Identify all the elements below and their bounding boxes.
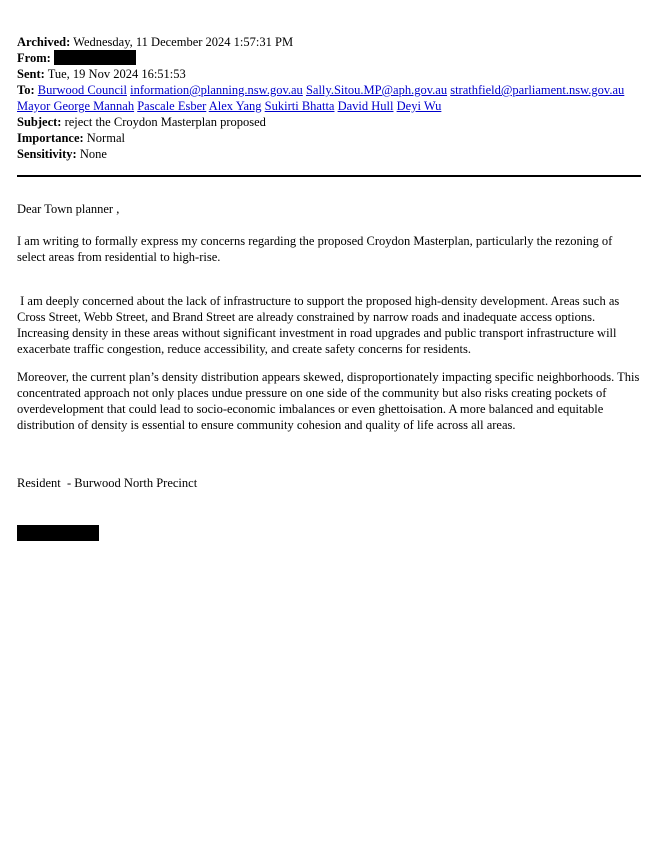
subject-label: Subject: (17, 115, 62, 129)
to-label: To: (17, 83, 35, 97)
archived-row (17, 34, 641, 50)
body-paragraph: Moreover, the current plan’s density distribution appears skewed, disproportionately impacting specific neighborhoods. This concentrated approach not only places undue pressure on one side of the community but also risks creating pockets of overdevelopment that could lead to socio-economic imbalances or even ghettoisation. A more balanced and equitable distribution of density is essential to ensure community cohesion and quality of life across all areas. (17, 370, 640, 432)
importance-row (17, 130, 641, 146)
recipient-link[interactable]: David Hull (337, 99, 394, 113)
recipient-link[interactable]: Sally.Sitou.MP@aph.gov.au (305, 83, 448, 97)
subject-row (17, 114, 641, 130)
signoff: Resident - Burwood North Precinct (17, 476, 198, 490)
greeting: Dear Town planner , (17, 202, 120, 216)
sensitivity-label: Sensitivity: (17, 147, 77, 161)
header-divider (17, 175, 641, 177)
importance-value: Normal (86, 131, 125, 145)
sent-row (17, 66, 641, 82)
archived-value: Wednesday, 11 December 2024 1:57:31 PM (73, 35, 294, 49)
redacted-sender (54, 50, 136, 65)
body-paragraph: I am writing to formally express my concerns regarding the proposed Croydon Masterplan, particularly the rezoning of select areas from residential to high-rise. (17, 234, 613, 264)
sent-value: Tue, 19 Nov 2024 16:51:53 (47, 67, 186, 81)
recipient-link[interactable]: Alex Yang (208, 99, 262, 113)
email-printout (17, 34, 641, 551)
body-paragraph: I am deeply concerned about the lack of infrastructure to support the proposed high-density development. Areas such as Cross Street, Webb Street, and Brand Street are already constrained by narrow roads and inadequate access options. Increasing density in these areas without significant investment in road upgrades and public transport infrastructure will exacerbate traffic congestion, reduce accessibility, and create safety concerns for residents. (17, 294, 623, 356)
recipient-link[interactable]: Mayor George Mannah (17, 99, 135, 113)
to-row (17, 82, 641, 114)
recipient-link[interactable]: Pascale Esber (137, 99, 207, 113)
importance-label: Importance: (17, 131, 84, 145)
recipient-link[interactable]: Deyi Wu (396, 99, 442, 113)
subject-value: reject the Croydon Masterplan proposed (64, 115, 266, 129)
archived-label: Archived: (17, 35, 71, 49)
from-row (17, 50, 641, 66)
recipient-link[interactable]: information@planning.nsw.gov.au (130, 83, 303, 97)
sensitivity-value: None (79, 147, 107, 161)
sent-label: Sent: (17, 67, 45, 81)
recipient-link[interactable]: Sukirti Bhatta (264, 99, 335, 113)
recipient-link[interactable]: Burwood Council (37, 83, 127, 97)
signature-block (17, 491, 641, 551)
recipient-link[interactable]: strathfield@parliament.nsw.gov.au (450, 83, 625, 97)
redacted-signature (17, 525, 99, 541)
from-label: From: (17, 51, 51, 65)
sensitivity-row (17, 146, 641, 162)
email-body (17, 201, 641, 551)
